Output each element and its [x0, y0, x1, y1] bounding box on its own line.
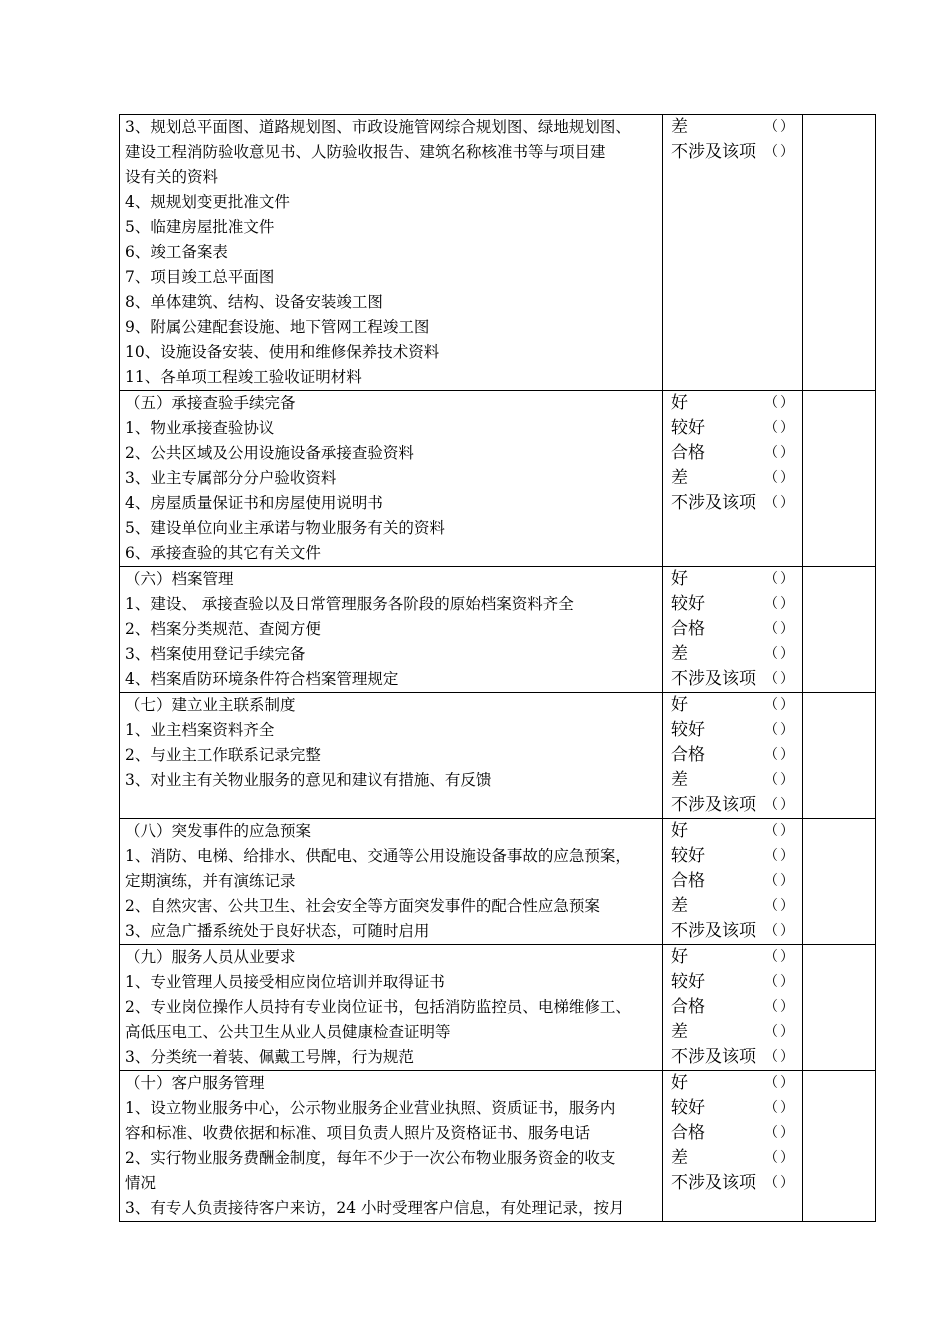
rating-option-label: 不涉及该项 — [671, 142, 756, 162]
criteria-cell — [120, 391, 663, 567]
criteria-cell — [120, 567, 663, 693]
rating-option[interactable] — [663, 1171, 802, 1196]
rating-option-label: 不涉及该项 — [671, 1173, 756, 1193]
rating-option[interactable] — [663, 894, 802, 919]
rating-checkbox[interactable]: （） — [764, 395, 796, 411]
criteria-line: 1、物业承接查验协议 — [125, 419, 275, 437]
criteria-line: （五）承接查验手续完备 — [125, 394, 296, 412]
rating-option[interactable] — [663, 1045, 802, 1070]
score-cell[interactable] — [803, 115, 876, 391]
rating-checkbox[interactable]: （） — [764, 646, 796, 662]
criteria-line: 7、项目竣工总平面图 — [125, 268, 275, 286]
rating-option[interactable] — [663, 1096, 802, 1121]
criteria-line: 6、承接查验的其它有关文件 — [125, 544, 321, 562]
criteria-line: （九）服务人员从业要求 — [125, 948, 296, 966]
rating-option[interactable] — [663, 1071, 802, 1096]
criteria-line: 定期演练，并有演练记录 — [125, 872, 296, 890]
rating-checkbox[interactable]: （） — [764, 848, 796, 864]
rating-checkbox[interactable]: （） — [764, 999, 796, 1015]
rating-option-label: 较好 — [671, 846, 705, 866]
rating-option[interactable] — [663, 693, 802, 718]
rating-checkbox[interactable]: （） — [764, 144, 796, 160]
rating-option[interactable] — [663, 642, 802, 667]
rating-option-label: 差 — [671, 770, 688, 790]
criteria-line: 3、规划总平面图、道路规划图、市政设施管网综合规划图、绿地规划图、 — [125, 118, 631, 136]
rating-option-label: 较好 — [671, 594, 705, 614]
rating-option-label: 较好 — [671, 720, 705, 740]
rating-option[interactable] — [663, 1121, 802, 1146]
rating-option-label: 合格 — [671, 619, 705, 639]
criteria-line: 6、竣工备案表 — [125, 243, 228, 261]
criteria-line: 10、设施设备安装、使用和维修保养技术资料 — [125, 343, 440, 361]
criteria-line: 建设工程消防验收意见书、人防验收报告、建筑名称核准书等与项目建 — [125, 143, 606, 161]
rating-option-label: 较好 — [671, 1098, 705, 1118]
rating-option-label: 好 — [671, 695, 688, 715]
rating-option[interactable] — [663, 718, 802, 743]
criteria-line: 4、档案盾防环境条件符合档案管理规定 — [125, 670, 399, 688]
rating-checkbox[interactable]: （） — [764, 747, 796, 763]
rating-option[interactable] — [663, 743, 802, 768]
evaluation-table — [119, 114, 876, 1222]
criteria-cell — [120, 693, 663, 819]
rating-option-label: 好 — [671, 569, 688, 589]
score-cell[interactable] — [803, 819, 876, 945]
rating-checkbox[interactable]: （） — [764, 495, 796, 511]
rating-checkbox[interactable]: （） — [764, 1125, 796, 1141]
score-cell[interactable] — [803, 1071, 876, 1222]
criteria-line: 1、业主档案资料齐全 — [125, 721, 275, 739]
rating-option-label: 较好 — [671, 418, 705, 438]
rating-option[interactable] — [663, 1020, 802, 1045]
criteria-cell — [120, 115, 663, 391]
rating-option[interactable] — [663, 970, 802, 995]
rating-option[interactable] — [663, 416, 802, 441]
rating-option-label: 不涉及该项 — [671, 921, 756, 941]
rating-checkbox[interactable]: （） — [764, 722, 796, 738]
criteria-line: 1、消防、电梯、给排水、供配电、交通等公用设施设备事故的应急预案， — [125, 847, 631, 865]
criteria-line: 8、单体建筑、结构、设备安装竣工图 — [125, 293, 383, 311]
rating-option-label: 好 — [671, 1073, 688, 1093]
table-row — [120, 819, 876, 945]
table-row — [120, 567, 876, 693]
rating-option-label: 差 — [671, 1148, 688, 1168]
criteria-line: （六）档案管理 — [125, 570, 234, 588]
rating-checkbox[interactable]: （） — [764, 621, 796, 637]
rating-option-label: 不涉及该项 — [671, 795, 756, 815]
rating-checkbox[interactable]: （） — [764, 974, 796, 990]
rating-checkbox[interactable]: （） — [764, 445, 796, 461]
rating-cell — [663, 391, 803, 567]
rating-option[interactable] — [663, 793, 802, 818]
rating-option-label: 合格 — [671, 1123, 705, 1143]
criteria-line: 高低压电工、公共卫生从业人员健康检查证明等 — [125, 1023, 451, 1041]
criteria-line: 1、设立物业服务中心，公示物业服务企业营业执照、资质证书，服务内 — [125, 1099, 616, 1117]
score-cell[interactable] — [803, 693, 876, 819]
criteria-line: （十）客户服务管理 — [125, 1074, 265, 1092]
rating-checkbox[interactable]: （） — [764, 1175, 796, 1191]
criteria-line: 情况 — [125, 1174, 157, 1192]
criteria-line: 3、应急广播系统处于良好状态，可随时启用 — [125, 922, 430, 940]
criteria-line: 2、自然灾害、公共卫生、社会安全等方面突发事件的配合性应急预案 — [125, 897, 600, 915]
criteria-line: （八）突发事件的应急预案 — [125, 822, 312, 840]
table-row — [120, 391, 876, 567]
criteria-line: 4、规规划变更批准文件 — [125, 193, 290, 211]
rating-option-label: 合格 — [671, 443, 705, 463]
rating-checkbox[interactable]: （） — [764, 873, 796, 889]
rating-option-label: 差 — [671, 896, 688, 916]
rating-option-label: 合格 — [671, 745, 705, 765]
score-cell[interactable] — [803, 391, 876, 567]
rating-option-label: 差 — [671, 468, 688, 488]
criteria-line: 9、附属公建配套设施、地下管网工程竣工图 — [125, 318, 430, 336]
rating-checkbox[interactable]: （） — [764, 1049, 796, 1065]
rating-option[interactable] — [663, 844, 802, 869]
table-row — [120, 1071, 876, 1222]
table-row — [120, 115, 876, 391]
rating-cell — [663, 819, 803, 945]
rating-option-label: 不涉及该项 — [671, 1047, 756, 1067]
rating-option[interactable] — [663, 617, 802, 642]
rating-checkbox[interactable]: （） — [764, 1075, 796, 1091]
rating-option[interactable] — [663, 667, 802, 692]
rating-option-label: 较好 — [671, 972, 705, 992]
criteria-line: 2、与业主工作联系记录完整 — [125, 746, 321, 764]
criteria-line: 设有关的资料 — [125, 168, 219, 186]
rating-option[interactable] — [663, 869, 802, 894]
table-body — [120, 115, 876, 1222]
criteria-line: 3、对业主有关物业服务的意见和建议有措施、有反馈 — [125, 771, 492, 789]
rating-option[interactable] — [663, 466, 802, 491]
rating-option-label: 差 — [671, 644, 688, 664]
table-row — [120, 945, 876, 1071]
criteria-cell — [120, 945, 663, 1071]
score-cell[interactable] — [803, 567, 876, 693]
rating-option[interactable] — [663, 140, 802, 165]
table-row — [120, 693, 876, 819]
rating-cell — [663, 567, 803, 693]
rating-option-label: 好 — [671, 821, 688, 841]
rating-option[interactable] — [663, 441, 802, 466]
rating-cell — [663, 115, 803, 391]
rating-checkbox[interactable]: （） — [764, 898, 796, 914]
rating-cell — [663, 693, 803, 819]
rating-checkbox[interactable]: （） — [764, 420, 796, 436]
criteria-cell — [120, 819, 663, 945]
criteria-line: 3、业主专属部分分户验收资料 — [125, 469, 337, 487]
rating-checkbox[interactable]: （） — [764, 797, 796, 813]
rating-option-label: 好 — [671, 947, 688, 967]
criteria-line: 2、实行物业服务费酬金制度，每年不少于一次公布物业服务资金的收支 — [125, 1149, 616, 1167]
rating-cell — [663, 1071, 803, 1222]
rating-checkbox[interactable]: （） — [764, 949, 796, 965]
criteria-line — [120, 793, 662, 818]
rating-checkbox[interactable]: （） — [764, 571, 796, 587]
rating-option-label: 差 — [671, 1022, 688, 1042]
rating-option-label: 合格 — [671, 997, 705, 1017]
rating-option[interactable] — [663, 768, 802, 793]
score-cell[interactable] — [803, 945, 876, 1071]
rating-checkbox[interactable]: （） — [764, 671, 796, 687]
rating-option[interactable] — [663, 995, 802, 1020]
rating-checkbox[interactable]: （） — [764, 697, 796, 713]
criteria-line: 1、专业管理人员接受相应岗位培训并取得证书 — [125, 973, 445, 991]
criteria-line: 3、分类统一着装、佩戴工号牌，行为规范 — [125, 1048, 414, 1066]
rating-cell — [663, 945, 803, 1071]
rating-checkbox[interactable]: （） — [764, 1150, 796, 1166]
criteria-cell — [120, 1071, 663, 1222]
criteria-line: 2、专业岗位操作人员持有专业岗位证书，包括消防监控员、电梯维修工、 — [125, 998, 631, 1016]
rating-checkbox[interactable]: （） — [764, 596, 796, 612]
rating-checkbox[interactable]: （） — [764, 1100, 796, 1116]
criteria-line: 1、建设、 承接查验以及日常管理服务各阶段的原始档案资料齐全 — [125, 595, 574, 613]
rating-option-label: 好 — [671, 393, 688, 413]
criteria-line: 3、有专人负责接待客户来访，24 小时受理客户信息，有处理记录，按月 — [125, 1199, 625, 1217]
rating-option[interactable] — [663, 491, 802, 516]
rating-option[interactable] — [663, 567, 802, 592]
criteria-line: 3、档案使用登记手续完备 — [125, 645, 306, 663]
rating-option-label: 不涉及该项 — [671, 493, 756, 513]
criteria-line: 5、临建房屋批准文件 — [125, 218, 275, 236]
criteria-line: 2、公共区域及公用设施设备承接查验资料 — [125, 444, 414, 462]
criteria-line: 11、各单项工程竣工验收证明材料 — [125, 368, 362, 386]
criteria-line: 2、档案分类规范、查阅方便 — [125, 620, 321, 638]
rating-checkbox[interactable]: （） — [764, 470, 796, 486]
rating-option-label: 差 — [671, 117, 688, 137]
rating-option-label: 不涉及该项 — [671, 669, 756, 689]
rating-option[interactable] — [663, 945, 802, 970]
rating-option[interactable] — [663, 592, 802, 617]
rating-option[interactable] — [663, 819, 802, 844]
rating-option[interactable] — [663, 115, 802, 140]
rating-option[interactable] — [663, 919, 802, 944]
rating-checkbox[interactable]: （） — [764, 772, 796, 788]
criteria-line: （七）建立业主联系制度 — [125, 696, 296, 714]
rating-checkbox[interactable]: （） — [764, 119, 796, 135]
rating-option-label: 合格 — [671, 871, 705, 891]
criteria-line: 容和标准、收费依据和标准、项目负责人照片及资格证书、服务电话 — [125, 1124, 591, 1142]
criteria-line: 4、房屋质量保证书和房屋使用说明书 — [125, 494, 383, 512]
rating-checkbox[interactable]: （） — [764, 923, 796, 939]
rating-option[interactable] — [663, 1146, 802, 1171]
criteria-line: 5、建设单位向业主承诺与物业服务有关的资料 — [125, 519, 445, 537]
rating-checkbox[interactable]: （） — [764, 1024, 796, 1040]
rating-option[interactable] — [663, 391, 802, 416]
rating-checkbox[interactable]: （） — [764, 823, 796, 839]
